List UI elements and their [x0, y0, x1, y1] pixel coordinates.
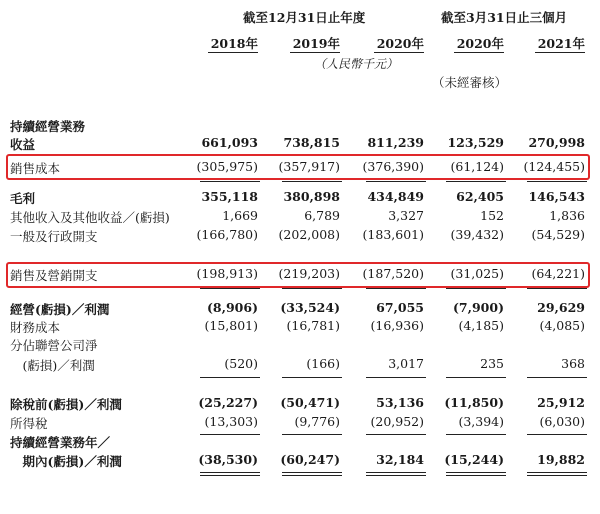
row-label: 其他收入及其他收益／(虧損)	[10, 210, 170, 225]
row-value: (166)	[306, 356, 340, 371]
row-value: 434,849	[367, 189, 424, 204]
year-col-2: 2019年	[292, 36, 340, 51]
row-value: 62,405	[456, 189, 504, 204]
row-value: (20,952)	[370, 414, 424, 429]
subtotal-rule	[282, 181, 342, 182]
row-value: (33,524)	[280, 300, 340, 315]
subtotal-rule	[200, 288, 260, 289]
row-value: (54,529)	[531, 227, 585, 242]
subtotal-rule	[527, 288, 587, 289]
row-value: (15,244)	[444, 452, 504, 467]
row-value: (25,227)	[198, 395, 258, 410]
row-value: (38,530)	[198, 452, 258, 467]
year-underline-4	[454, 52, 504, 53]
row-value: (13,303)	[204, 414, 258, 429]
year-col-4: 2020年	[456, 36, 504, 51]
row-label: 毛利	[10, 191, 36, 206]
year-col-1: 2018年	[210, 36, 258, 51]
row-value: 3,327	[388, 208, 424, 223]
row-value: (9,776)	[294, 414, 340, 429]
row-value: (31,025)	[450, 266, 504, 281]
row-label: 期內(虧損)／利潤	[10, 454, 122, 469]
row-value: (219,203)	[278, 266, 340, 281]
row-label: 除稅前(虧損)／利潤	[10, 397, 122, 412]
row-value: (376,390)	[362, 159, 424, 174]
row-value: 380,898	[283, 189, 340, 204]
row-value: (16,781)	[286, 318, 340, 333]
row-value: 29,629	[537, 300, 585, 315]
row-value: (198,913)	[196, 266, 258, 281]
row-value: 53,136	[376, 395, 424, 410]
row-value: (124,455)	[523, 159, 585, 174]
row-value: 152	[480, 208, 504, 223]
row-value: (187,520)	[362, 266, 424, 281]
row-label: 銷售及營銷開支	[10, 268, 98, 283]
row-value: 1,669	[222, 208, 258, 223]
row-value: (305,975)	[196, 159, 258, 174]
row-label: 銷售成本	[10, 161, 61, 176]
header-group-annual: 截至12月31日止年度	[243, 10, 366, 25]
subtotal-rule	[527, 377, 587, 378]
row-value: (7,900)	[453, 300, 504, 315]
subtotal-rule	[366, 434, 426, 435]
subtotal-rule	[527, 181, 587, 182]
row-value: (64,221)	[531, 266, 585, 281]
currency-unit: （人民幣千元）	[314, 57, 399, 71]
row-value: (4,085)	[539, 318, 585, 333]
row-label: (虧損)／利潤	[10, 358, 95, 373]
row-label: 分佔聯營公司淨	[10, 338, 98, 353]
total-double-rule	[527, 475, 587, 476]
row-label: 持續經營業務年／	[10, 435, 111, 450]
total-double-rule	[446, 475, 506, 476]
row-value: 355,118	[201, 189, 258, 204]
year-col-3: 2020年	[376, 36, 424, 51]
row-value: 146,543	[528, 189, 585, 204]
row-value: 25,912	[537, 395, 585, 410]
total-double-rule	[527, 472, 587, 473]
year-underline-2	[290, 52, 340, 53]
subtotal-rule	[446, 434, 506, 435]
row-label: 經營(虧損)／利潤	[10, 302, 110, 317]
unaudited-note: （未經審核）	[432, 75, 508, 90]
subtotal-rule	[446, 288, 506, 289]
row-label: 財務成本	[10, 320, 61, 335]
total-double-rule	[446, 472, 506, 473]
row-label: 所得稅	[10, 416, 48, 431]
year-col-5: 2021年	[537, 36, 585, 51]
total-double-rule	[366, 475, 426, 476]
subtotal-rule	[282, 434, 342, 435]
row-value: (4,185)	[458, 318, 504, 333]
subtotal-rule	[527, 434, 587, 435]
row-value: (202,008)	[278, 227, 340, 242]
row-value: 738,815	[283, 135, 340, 150]
row-value: 270,998	[528, 135, 585, 150]
subtotal-rule	[200, 377, 260, 378]
subtotal-rule	[446, 181, 506, 182]
subtotal-rule	[282, 288, 342, 289]
row-value: (39,432)	[450, 227, 504, 242]
row-value: (11,850)	[444, 395, 504, 410]
row-value: 123,529	[447, 135, 504, 150]
total-double-rule	[282, 475, 342, 476]
row-value: (183,601)	[362, 227, 424, 242]
highlight-box-selling-expenses	[6, 262, 590, 288]
row-value: (3,394)	[458, 414, 504, 429]
header-group-quarterly: 截至3月31日止三個月	[441, 10, 568, 25]
row-value: 235	[480, 356, 504, 371]
subtotal-rule	[366, 288, 426, 289]
row-value: (15,801)	[204, 318, 258, 333]
subtotal-rule	[446, 377, 506, 378]
year-underline-1	[208, 52, 258, 53]
row-value: (16,936)	[370, 318, 424, 333]
row-value: 1,836	[549, 208, 585, 223]
row-value: (8,906)	[207, 300, 258, 315]
highlight-box-cost-of-sales	[6, 154, 590, 180]
subtotal-rule	[200, 181, 260, 182]
total-double-rule	[366, 472, 426, 473]
year-underline-5	[535, 52, 585, 53]
section-title: 持續經營業務	[10, 119, 86, 134]
row-value: 32,184	[376, 452, 424, 467]
row-value: 3,017	[388, 356, 424, 371]
row-value: (6,030)	[539, 414, 585, 429]
row-value: 6,789	[304, 208, 340, 223]
total-double-rule	[282, 472, 342, 473]
row-value: 811,239	[367, 135, 424, 150]
row-label: 一般及行政開支	[10, 229, 98, 244]
total-double-rule	[200, 475, 260, 476]
row-label: 收益	[10, 137, 36, 152]
row-value: (50,471)	[280, 395, 340, 410]
row-value: (357,917)	[278, 159, 340, 174]
row-value: (520)	[224, 356, 258, 371]
row-value: (166,780)	[196, 227, 258, 242]
row-value: 661,093	[201, 135, 258, 150]
row-value: (61,124)	[450, 159, 504, 174]
subtotal-rule	[200, 434, 260, 435]
subtotal-rule	[366, 377, 426, 378]
year-underline-3	[374, 52, 424, 53]
row-value: 368	[561, 356, 585, 371]
total-double-rule	[200, 472, 260, 473]
row-value: (60,247)	[280, 452, 340, 467]
row-value: 67,055	[376, 300, 424, 315]
row-value: 19,882	[537, 452, 585, 467]
subtotal-rule	[366, 181, 426, 182]
subtotal-rule	[282, 377, 342, 378]
